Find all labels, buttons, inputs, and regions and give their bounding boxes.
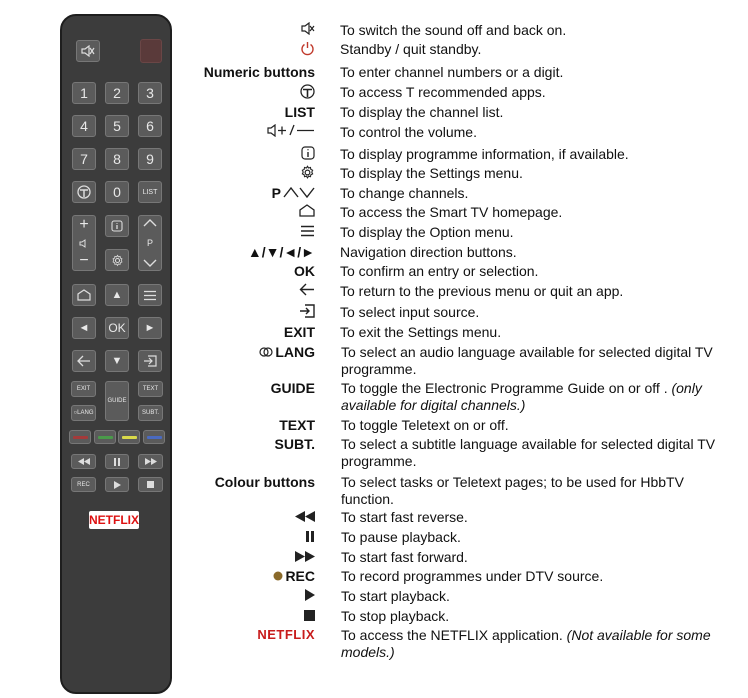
legend-description: Navigation direction buttons. [340,244,517,260]
up-button[interactable]: ▲ [105,284,129,306]
rec-dot-icon [273,568,283,585]
num-8-button[interactable]: 8 [105,148,129,170]
volume-icon [267,124,315,141]
legend-key [204,64,315,81]
legend-description: To control the volume. [340,124,477,140]
legend-key-label: TEXT [279,417,315,433]
legend-description: To display the Settings menu. [340,165,523,181]
legend-description: To display the Option menu. [340,224,514,240]
power-button[interactable] [140,39,162,63]
legend-key [271,380,315,397]
lang-label: LANG [77,410,94,416]
info-icon [301,146,315,164]
red-button[interactable] [69,430,91,444]
legend-key-label: NETFLIX [257,627,315,642]
play-icon [114,481,121,489]
legend-key [267,124,315,141]
legend-key [300,165,315,184]
legend-key [259,344,315,361]
fast-forward-icon [145,458,157,465]
mute-icon [81,45,95,57]
legend-key [305,529,315,546]
legend-description: To select a subtitle language available for selected digital TV programme. [341,436,716,469]
num-6-button[interactable]: 6 [138,115,162,137]
legend-key-label: LANG [275,344,315,360]
num-4-button[interactable]: 4 [72,115,96,137]
right-button[interactable]: ► [138,317,162,339]
speaker-icon [79,239,89,248]
chevrons-icon [283,185,315,202]
legend-description: To toggle Teletext on or off. [341,417,509,433]
home-icon [77,289,91,301]
stop-icon [304,608,315,625]
play-icon [305,588,315,605]
chevron-up-icon [143,219,157,227]
fast-forward-icon [295,549,315,566]
fast-forward-button[interactable] [138,454,163,469]
exit-button[interactable]: EXIT [71,381,96,397]
back-arrow-icon [299,283,315,300]
mute-button[interactable] [76,40,100,62]
rewind-icon [295,509,315,526]
legend-key [299,204,315,221]
legend-key [300,41,315,60]
legend-description: To switch the sound off and back on. [340,22,567,38]
legend-key [275,436,315,453]
legend-key [285,104,315,121]
legend-key [299,283,315,300]
chevron-down-icon [143,259,157,267]
legend-description: To change channels. [340,185,469,201]
legend-key [295,549,315,566]
legend-description: To display the channel list. [340,104,504,120]
legend-key-label: LIST [284,104,315,120]
power-icon [300,41,315,60]
legend-key [294,263,315,280]
legend-key-label: GUIDE [270,380,315,396]
yellow-button[interactable] [118,430,140,444]
legend-description: To start playback. [341,588,450,604]
legend-key-label: Colour buttons [214,474,315,490]
num-3-button[interactable]: 3 [138,82,162,104]
legend-key [305,588,315,605]
play-button[interactable] [105,477,129,492]
t-logo-icon [300,84,315,103]
back-button[interactable] [72,350,96,372]
info-icon [111,220,123,232]
num-7-button[interactable]: 7 [72,148,96,170]
home-button[interactable] [72,284,96,306]
mute-icon [301,22,315,39]
legend-key-label: SUBT. [274,436,315,452]
legend-key-label: OK [294,263,315,279]
list-button[interactable]: LIST [138,181,162,203]
num-0-button[interactable]: 0 [105,181,129,203]
netflix-button[interactable]: NETFLIX [89,513,139,527]
stop-button[interactable] [138,477,163,492]
rec-button[interactable]: REC [71,477,96,492]
legend-key [284,324,315,341]
left-button[interactable]: ◄ [72,317,96,339]
lang-button[interactable] [71,405,96,421]
legend-description: To start fast forward. [341,549,468,565]
remote-control [60,14,172,694]
legend-key [279,417,315,434]
legend-key-label: P [271,185,281,201]
program-rocker[interactable]: P [138,215,162,271]
legend-description: To return to the previous menu or quit an app. [340,283,624,299]
pause-button[interactable] [105,454,129,469]
ok-button[interactable]: OK [105,317,129,339]
legend-description: To select an audio language available for selected digital TV programme. [341,344,713,377]
legend-description: To access T recommended apps. [340,84,546,100]
legend-key [301,146,315,164]
legend-key-label: ▲/▼/◄/► [247,244,315,260]
rewind-icon [78,458,90,465]
legend-key [257,627,315,644]
input-icon [299,304,315,322]
lang-icon [259,344,273,361]
gear-icon [300,165,315,184]
legend-key-label: EXIT [283,324,315,340]
legend-key [215,474,315,491]
down-button[interactable]: ▼ [105,350,129,372]
legend-description: To toggle the Electronic Programme Guide on or off . (only available for digital channels.) [341,380,702,413]
menu-icon [300,224,315,241]
legend-note: (Not available for some models.) [341,627,711,660]
blue-button[interactable] [143,430,165,444]
legend-key [299,304,315,322]
legend-description: Standby / quit standby. [340,41,482,57]
option-button[interactable] [138,284,162,306]
pause-icon [305,529,315,546]
legend-key [300,84,315,103]
legend-key [248,244,315,261]
num-2-button[interactable]: 2 [105,82,129,104]
legend-key [304,608,315,625]
t-apps-button[interactable] [72,181,96,203]
legend-key [301,22,315,39]
input-icon [143,355,157,367]
guide-button[interactable]: GUIDE [105,381,129,421]
text-button[interactable]: TEXT [138,381,163,397]
settings-button[interactable] [105,249,129,271]
green-button[interactable] [94,430,116,444]
pause-icon [113,458,121,466]
legend-description: To pause playback. [341,529,461,545]
home-icon [299,204,315,221]
stop-icon [147,481,154,488]
legend-key [295,509,315,526]
num-1-button[interactable]: 1 [72,82,96,104]
num-9-button[interactable]: 9 [138,148,162,170]
legend-key-label: REC [285,568,315,584]
legend-description: To enter channel numbers or a digit. [340,64,564,80]
legend-description: To stop playback. [341,608,450,624]
legend-note: (only available for digital channels.) [341,380,702,413]
legend-description: To record programmes under DTV source. [341,568,604,584]
back-arrow-icon [77,355,91,367]
legend-key [300,224,315,241]
legend-description: To select tasks or Teletext pages; to be used for HbbTV function. [341,474,684,507]
legend-description: To start fast reverse. [341,509,468,525]
legend-key [273,568,315,585]
gear-icon [111,254,124,267]
legend-description: To display programme information, if available. [340,146,629,162]
lang-circle-icon: ○ [73,410,78,416]
subt-button[interactable]: SUBT. [138,405,163,421]
rewind-button[interactable] [71,454,96,469]
num-5-button[interactable]: 5 [105,115,129,137]
legend-description: To exit the Settings menu. [340,324,502,340]
legend-description: To select input source. [340,304,480,320]
legend-key [272,185,315,202]
info-button[interactable] [105,215,129,237]
menu-icon [143,290,157,301]
legend-description: To access the Smart TV homepage. [340,204,563,220]
legend-description: To access the NETFLIX application. (Not available for some models.) [341,627,711,660]
t-logo-icon [77,185,91,199]
legend-description: To confirm an entry or selection. [340,263,539,279]
legend-key-label: Numeric buttons [203,64,315,80]
input-button[interactable] [138,350,162,372]
volume-rocker[interactable]: + − [72,215,96,271]
